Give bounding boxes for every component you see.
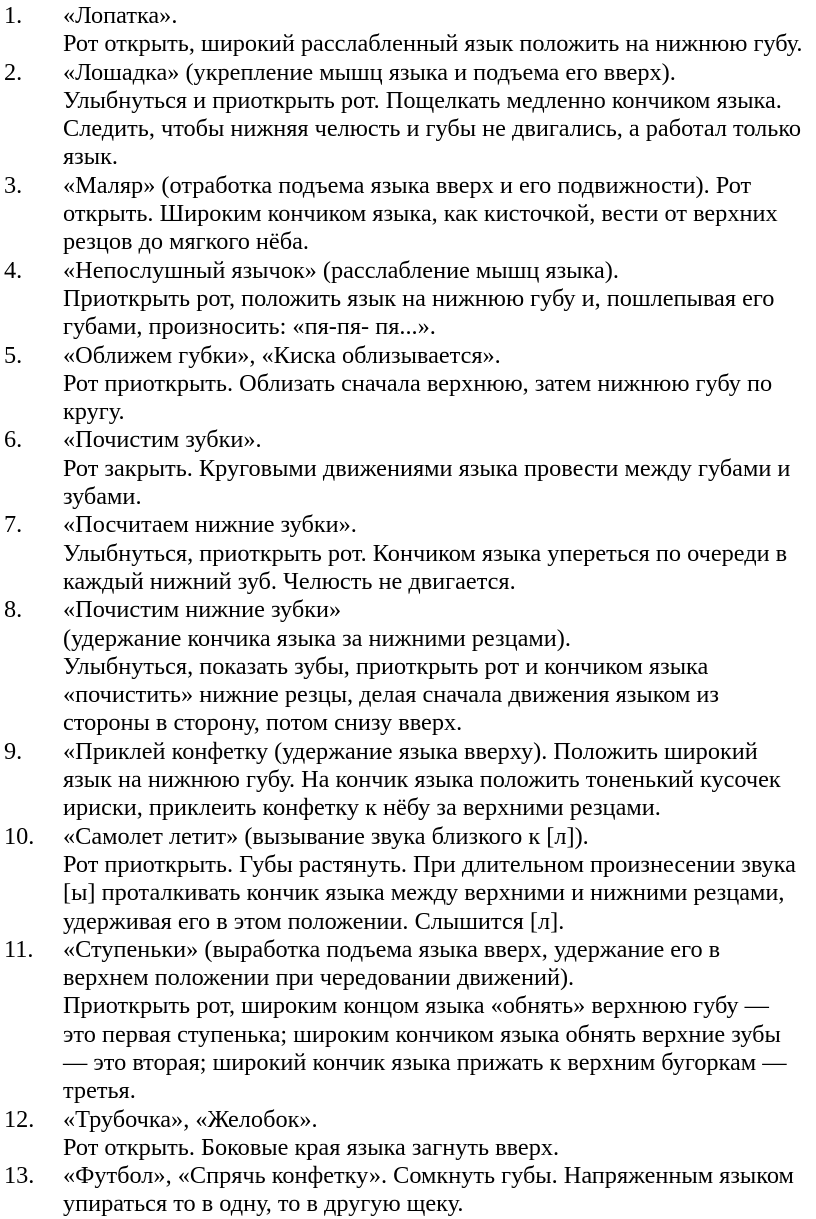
list-item-number: 1. — [4, 2, 23, 29]
list-item-text: каждый нижний зуб. Челюсть не двигается. — [63, 567, 516, 595]
list-item — [0, 426, 816, 511]
list-item-text: третья. — [63, 1077, 136, 1105]
list-item-text: Улыбнуться, показать зубы, приоткрыть рот и кончиком языка — [63, 652, 709, 680]
list-item-title: «Лошадка» (укрепление мышц языка и подъема его вверх). — [63, 58, 676, 86]
list-item-title: «Посчитаем нижние зубки». — [63, 511, 357, 539]
list-item-number: 6. — [4, 426, 23, 454]
list-item-text: верхнем положении при чередовании движений). — [63, 964, 575, 992]
list-item-text: Приоткрыть рот, положить язык на нижнюю губу и, пошлепывая его — [63, 284, 775, 312]
list-item-number: 9. — [4, 737, 23, 765]
list-item-text: это первая ступенька; широким кончиком языка обнять верхние зубы — [63, 1020, 781, 1048]
list-item-text: кругу. — [63, 398, 125, 426]
list-item-text: Приоткрыть рот, широким концом языка «обнять» верхнюю губу — — [63, 992, 769, 1020]
list-item-number: 7. — [4, 511, 23, 539]
list-item-title: «Ступеньки» (выработка подъема языка вверх, удержание его в — [63, 935, 721, 963]
list-item-text: Следить, чтобы нижняя челюсть и губы не двигались, а работал только — [63, 115, 802, 143]
list-item-text: удерживая его в этом положении. Слышится [л]. — [63, 907, 565, 935]
list-item-text: Рот приоткрыть. Облизать сначала верхнюю, затем нижнюю губу по — [63, 369, 773, 397]
list-item-number: 12. — [4, 1105, 35, 1133]
list-item-text: Рот открыть. Боковые края языка загнуть вверх. — [63, 1133, 560, 1161]
list-item-text: упираться то в одну, то в другую щеку. — [63, 1190, 464, 1218]
list-item-number: 8. — [4, 596, 23, 624]
list-item-text: язык. — [63, 143, 118, 171]
list-item-text: зубами. — [63, 483, 142, 511]
list-item-text: — это вторая; широкий кончик языка прижать к верхним бугоркам — — [63, 1048, 787, 1076]
list-item-text: стороны в сторону, потом снизу вверх. — [63, 709, 463, 737]
list-item-title: «Оближем губки», «Киска облизывается». — [63, 341, 501, 369]
list-item-text: открыть. Широким кончиком языка, как кисточкой, вести от верхних — [63, 200, 778, 228]
list-item-text: ириски, приклеить конфетку к нёбу за верхними резцами. — [63, 794, 661, 822]
list-item-title: «Футбол», «Спрячь конфетку». Сомкнуть губы. Напряженным языком — [63, 1162, 794, 1190]
list-item-title: «Почистим зубки». — [63, 426, 262, 454]
list-item-number: 2. — [4, 58, 23, 86]
list-item-title: «Почистим нижние зубки» — [63, 596, 342, 624]
list-item-text: резцов до мягкого нёба. — [63, 228, 309, 256]
list-item-text: губами, произносить: «пя-пя- пя...». — [63, 313, 436, 341]
list-item-text: Рот приоткрыть. Губы растянуть. При длительном произнесении звука — [63, 850, 796, 878]
list-item — [0, 1162, 816, 1219]
list-item-title: «Маляр» (отработка подъема языка вверх и его подвижности). Рот — [63, 171, 752, 199]
list-item-number: 4. — [4, 256, 23, 284]
list-item — [0, 1106, 816, 1163]
list-item-title: «Самолет летит» (вызывание звука близкого к [л]). — [63, 822, 589, 850]
list-item-number: 3. — [4, 171, 23, 199]
list-item-text: Улыбнуться, приоткрыть рот. Кончиком языка упереться по очереди в — [63, 539, 788, 567]
list-item-text: «почистить» нижние резцы, делая сначала движения языком из — [63, 681, 720, 709]
list-item — [0, 257, 816, 342]
list-item-text: язык на нижнюю губу. На кончик языка положить тоненький кусочек — [63, 766, 781, 794]
list-item — [0, 738, 816, 823]
exercise-list — [0, 2, 816, 1219]
list-item-number: 5. — [4, 341, 23, 369]
list-item — [0, 2, 816, 59]
list-item-title: «Лопатка». — [63, 2, 178, 29]
list-item-text: [ы] проталкивать кончик языка между верхними и нижними резцами, — [63, 879, 785, 907]
list-item-title: «Трубочка», «Желобок». — [63, 1105, 318, 1133]
list-item — [0, 511, 816, 596]
list-item — [0, 59, 816, 172]
list-item — [0, 172, 816, 257]
list-item — [0, 936, 816, 1106]
list-item-text: Рот открыть, широкий расслабленный язык положить на нижнюю губу. — [63, 30, 803, 58]
list-item-text: Рот закрыть. Круговыми движениями языка провести между губами и — [63, 454, 791, 482]
list-item-number: 11. — [4, 935, 34, 963]
list-item-text: (удержание кончика языка за нижними резцами). — [63, 624, 571, 652]
list-item-title: «Непослушный язычок» (расслабление мышц языка). — [63, 256, 619, 284]
list-item-title: «Приклей конфетку (удержание языка вверху). Положить широкий — [63, 737, 758, 765]
list-item-number: 13. — [4, 1162, 35, 1190]
list-item — [0, 596, 816, 737]
list-item — [0, 823, 816, 936]
list-item — [0, 342, 816, 427]
list-item-text: Улыбнуться и приоткрыть рот. Пощелкать медленно кончиком языка. — [63, 86, 782, 114]
list-item-number: 10. — [4, 822, 35, 850]
